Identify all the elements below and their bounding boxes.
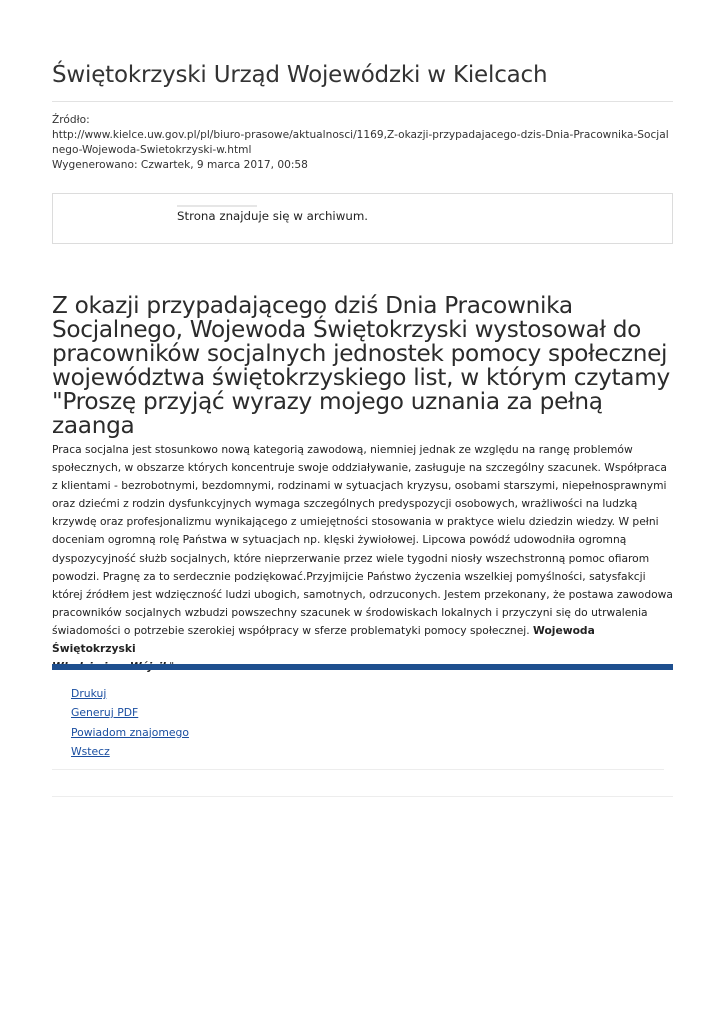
generated-date: Wygenerowano: Czwartek, 9 marca 2017, 00:58: [52, 159, 308, 171]
site-title: Świętokrzyski Urząd Wojewódzki w Kielcach: [52, 62, 548, 88]
article-body: [52, 441, 673, 676]
article-body-text: Praca socjalna jest stosunkowo nową kategorią zawodową, niemniej jednak ze względu na rangę problemów społecznych, w obszarze których koncentruje swoje oddziaływanie, zasługuje na szczególny szacunek. Współpraca z klientami - bezrobotnymi, bezdomnymi, rodzinami w sytuacjach kryzysu, osobami starszymi, niepełnosprawnymi oraz dziećmi z rodzin dysfunkcyjnych wymaga szczególnych predyspozycji osobowych, wrażliwości na ludzką krzywdę oraz profesjonalizmu wynikającego z umiejętności stosowania w praktyce wielu dziedzin wiedzy. W pełni doceniam ogromną rolę Państwa w sytuacjach np. klęski żywiołowej. Lipcowa powódź udowodniła ogromną dyspozycyjność służb socjalnych, które nieprzerwanie przez wiele tygodni niosły wszechstronną pomoc ofiarom powodzi. Pragnę za to serdecznie podziękować.Przyjmijcie Państwo życzenia wszelkiej pomyślności, satysfakcji której źródłem jest wdzięczność ludzi ubogich, samotnych, odrzuconych. Jestem przekonany, że postawa zawodowa pracowników socjalnych wzbudzi powszechny szacunek w środowiskach lokalnych i przyczyni się do utrwalenia świadomości o potrzebie szerokiej współpracy w sferze problematyki pomocy społecznej.: [52, 443, 673, 637]
archive-notice-text: Strona znajduje się w archiwum.: [177, 209, 369, 223]
notify-friend-link[interactable]: Powiadom znajomego: [71, 725, 189, 739]
source-meta: [52, 113, 673, 173]
source-label: Źródło:: [52, 114, 90, 126]
action-links: [71, 684, 189, 761]
signature-title: Wojewoda Świętokrzyski: [52, 623, 595, 656]
generate-pdf-link[interactable]: Generuj PDF: [71, 706, 139, 720]
back-link[interactable]: Wstecz: [71, 744, 110, 758]
footer-divider-bottom: [52, 796, 673, 797]
print-link[interactable]: Drukuj: [71, 687, 107, 700]
footer-divider: [52, 769, 664, 770]
accent-bar: [52, 664, 673, 670]
archive-notice-box: [52, 193, 673, 244]
source-url: http://www.kielce.uw.gov.pl/pl/biuro-prasowe/aktualnosci/1169,Z-okazji-przypadajacego-dzis-Dnia-Pracownika-Socjalnego-Wojewoda-Swietokrzyski-w.html: [52, 129, 669, 156]
archive-notice-bar: [177, 205, 257, 207]
header-divider: [52, 101, 673, 102]
article-headline: Z okazji przypadającego dziś Dnia Pracownika Socjalnego, Wojewoda Świętokrzyski wystosował do pracowników socjalnych jednostek pomocy społecznej województwa świętokrzyskiego list, w którym czytamy "Proszę przyjąć wyrazy mojego uznania za pełną zaanga: [52, 292, 670, 439]
